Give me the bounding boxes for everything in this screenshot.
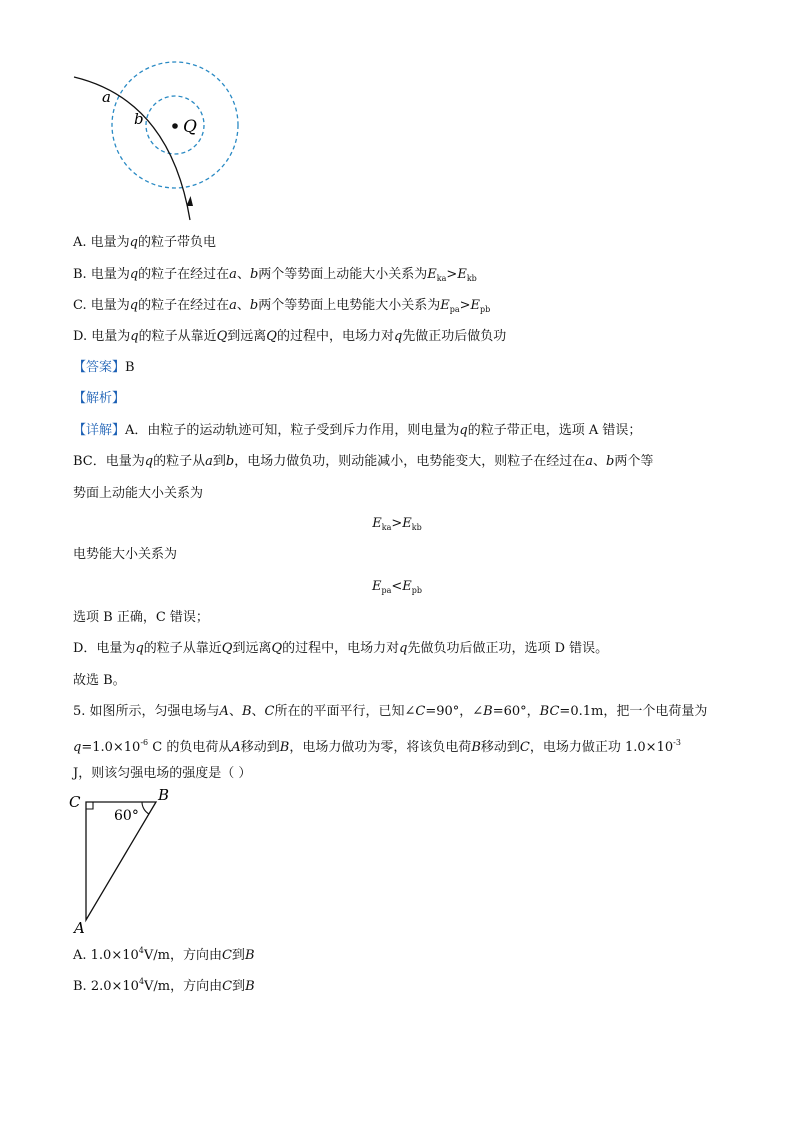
equipotential-figure bbox=[60, 60, 260, 230]
q5-option-B: B. $2.0\times 10^4V/m$，方向由C到B bbox=[73, 977, 255, 994]
q5-line-3: J，则该匀强电场的强度是（ ） bbox=[73, 766, 252, 781]
answer-label: 【答案】 bbox=[73, 360, 126, 375]
particle-trajectory bbox=[74, 77, 190, 220]
label-b: b bbox=[134, 110, 144, 128]
equation-potential: $E_{pa}<E_{pb}$ bbox=[371, 579, 423, 595]
option-D: D. 电量为q的粒子从靠近Q到远离Q的过程中，电场力对q先做正功后做负功 bbox=[73, 329, 507, 344]
answer-value: B bbox=[125, 360, 135, 375]
answer-line bbox=[73, 359, 135, 377]
detail-line-6: D．电量为q的粒子从靠近Q到远离Q的过程中，电场力对q先做负功后做正功，选项 D 错误。 bbox=[73, 641, 609, 656]
label-a: a bbox=[102, 88, 111, 106]
trajectory-arrow-icon bbox=[187, 196, 194, 206]
detail-line-2: BC．电量为q的粒子从a到b，电场力做负功，则动能减小，电势能变大，则粒子在经过在a、b两个等 bbox=[73, 454, 654, 469]
detail-line-5: 选项 B 正确，C 错误； bbox=[73, 610, 209, 625]
detail-line-1: 【详解】A．由粒子的运动轨迹可知，粒子受到斥力作用，则电量为q的粒子带正电，选项 A 错误； bbox=[73, 423, 642, 438]
label-A: A bbox=[74, 919, 85, 936]
q5-line-1: 5. 如图所示，匀强电场与A、B、C所在的平面平行，已知∠C=90°，∠B=60°，BC=0.1m，把一个电荷量为 bbox=[73, 704, 708, 719]
detail-line-4: 电势能大小关系为 bbox=[73, 547, 178, 562]
detail-line-3: 势面上动能大小关系为 bbox=[73, 486, 204, 501]
q5-option-A: A. $1.0\times 10^4V/m$，方向由C到B bbox=[73, 946, 255, 963]
angle-label: 60° bbox=[114, 808, 139, 824]
label-B: B bbox=[158, 786, 170, 804]
q5-line-2: $q=1.0\times 10^{-6}$ C 的负电荷从A移动到B，电场力做功为零，将该负电荷B移动到C，电场力做正功 $1.0\times 10^{-3}$ bbox=[73, 738, 681, 755]
triangle-figure bbox=[64, 786, 184, 936]
analysis-label: 【解析】 bbox=[73, 391, 126, 406]
label-Q: Q bbox=[183, 117, 197, 137]
option-C: C. 电量为q的粒子在经过在a、b两个等势面上电势能大小关系为$E_{pa}>E_{pb}$ bbox=[73, 298, 491, 314]
equation-kinetic: $E_{ka}>E_{kb}$ bbox=[372, 516, 422, 532]
option-A: A. 电量为q的粒子带负电 bbox=[73, 235, 216, 250]
right-angle-mark bbox=[86, 802, 93, 809]
charge-Q-dot bbox=[172, 123, 178, 129]
option-B: B. 电量为q的粒子在经过在a、b两个等势面上动能大小关系为$E_{ka}>E_{kb}$ bbox=[73, 267, 477, 283]
angle-arc-B bbox=[142, 802, 149, 814]
detail-line-7: 故选 B。 bbox=[73, 673, 126, 688]
label-C: C bbox=[69, 793, 81, 811]
